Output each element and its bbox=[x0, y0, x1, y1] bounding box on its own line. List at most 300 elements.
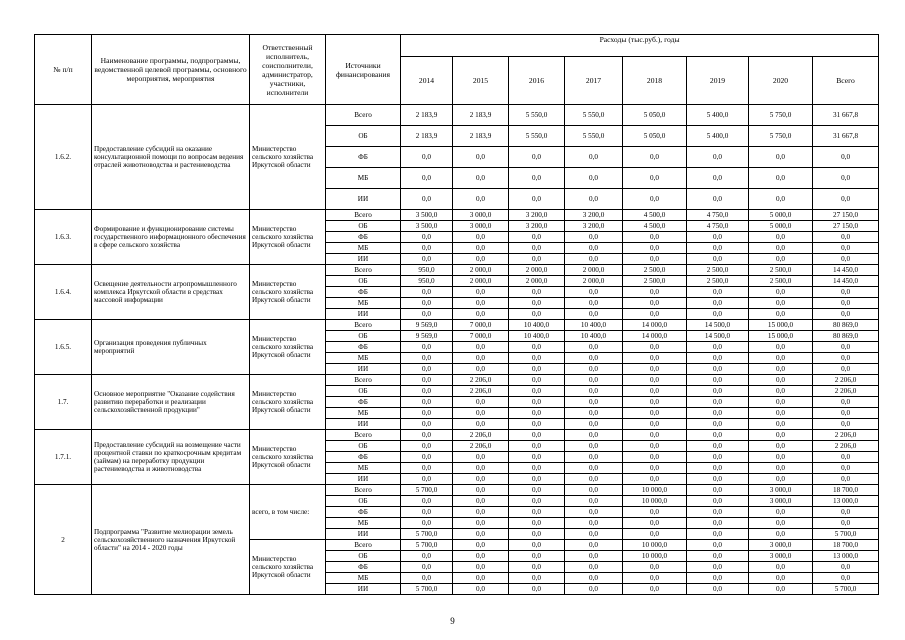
total-cell: 0,0 bbox=[813, 287, 879, 298]
value-cell: 2 500,0 bbox=[749, 265, 813, 276]
funding-source: ИИ bbox=[326, 254, 401, 265]
value-cell: 0,0 bbox=[401, 147, 453, 168]
header-name: Наименование программы, подпрограммы, ведомственной целевой программы, основного мероприятия, мероприятия bbox=[92, 35, 250, 105]
value-cell: 0,0 bbox=[687, 551, 749, 562]
item-name: Освещение деятельности агропромышленного комплекса Иркутской области в средствах массовой информации bbox=[92, 265, 250, 320]
total-cell: 18 700,0 bbox=[813, 540, 879, 551]
value-cell: 0,0 bbox=[749, 232, 813, 243]
value-cell: 0,0 bbox=[509, 147, 565, 168]
funding-source: ОБ bbox=[326, 496, 401, 507]
total-cell: 0,0 bbox=[813, 452, 879, 463]
total-cell: 5 700,0 bbox=[813, 529, 879, 540]
total-cell: 0,0 bbox=[813, 562, 879, 573]
total-cell: 0,0 bbox=[813, 147, 879, 168]
value-cell: 0,0 bbox=[687, 573, 749, 584]
value-cell: 0,0 bbox=[565, 232, 623, 243]
header-total: Всего bbox=[813, 57, 879, 105]
funding-source: Всего bbox=[326, 540, 401, 551]
value-cell: 0,0 bbox=[565, 573, 623, 584]
value-cell: 0,0 bbox=[453, 562, 509, 573]
value-cell: 2 500,0 bbox=[687, 265, 749, 276]
value-cell: 0,0 bbox=[687, 507, 749, 518]
value-cell: 0,0 bbox=[509, 551, 565, 562]
value-cell: 0,0 bbox=[401, 430, 453, 441]
table-row bbox=[35, 320, 879, 331]
value-cell: 4 750,0 bbox=[687, 210, 749, 221]
responsible-executor: Министерство сельского хозяйства Иркутской области bbox=[250, 105, 326, 210]
value-cell: 0,0 bbox=[453, 353, 509, 364]
item-number: 2 bbox=[35, 485, 92, 595]
value-cell: 0,0 bbox=[687, 441, 749, 452]
value-cell: 2 183,9 bbox=[401, 126, 453, 147]
value-cell: 0,0 bbox=[623, 573, 687, 584]
value-cell: 0,0 bbox=[509, 364, 565, 375]
value-cell: 7 000,0 bbox=[453, 331, 509, 342]
value-cell: 14 500,0 bbox=[687, 320, 749, 331]
value-cell: 0,0 bbox=[565, 342, 623, 353]
value-cell: 0,0 bbox=[687, 518, 749, 529]
value-cell: 0,0 bbox=[687, 485, 749, 496]
value-cell: 0,0 bbox=[453, 364, 509, 375]
value-cell: 0,0 bbox=[509, 529, 565, 540]
total-cell: 0,0 bbox=[813, 168, 879, 189]
value-cell: 0,0 bbox=[453, 463, 509, 474]
funding-source: МБ bbox=[326, 298, 401, 309]
value-cell: 0,0 bbox=[565, 540, 623, 551]
value-cell: 0,0 bbox=[749, 507, 813, 518]
value-cell: 0,0 bbox=[453, 397, 509, 408]
total-cell: 0,0 bbox=[813, 189, 879, 210]
value-cell: 0,0 bbox=[565, 496, 623, 507]
value-cell: 0,0 bbox=[687, 189, 749, 210]
value-cell: 0,0 bbox=[565, 386, 623, 397]
value-cell: 0,0 bbox=[453, 573, 509, 584]
funding-source: Всего bbox=[326, 375, 401, 386]
value-cell: 0,0 bbox=[749, 309, 813, 320]
value-cell: 2 000,0 bbox=[565, 265, 623, 276]
value-cell: 0,0 bbox=[687, 353, 749, 364]
total-cell: 5 700,0 bbox=[813, 584, 879, 595]
value-cell: 0,0 bbox=[623, 463, 687, 474]
item-name: Подпрограмма "Развитие мелиорации земель сельскохозяйственного назначения Иркутской области" на 2014 - 2020 годы bbox=[92, 485, 250, 595]
value-cell: 0,0 bbox=[687, 309, 749, 320]
value-cell: 0,0 bbox=[401, 232, 453, 243]
value-cell: 0,0 bbox=[565, 551, 623, 562]
value-cell: 0,0 bbox=[749, 452, 813, 463]
value-cell: 0,0 bbox=[401, 551, 453, 562]
value-cell: 0,0 bbox=[401, 287, 453, 298]
value-cell: 3 200,0 bbox=[565, 210, 623, 221]
value-cell: 0,0 bbox=[565, 452, 623, 463]
value-cell: 0,0 bbox=[509, 309, 565, 320]
funding-source: ИИ bbox=[326, 364, 401, 375]
funding-source: ОБ bbox=[326, 441, 401, 452]
value-cell: 0,0 bbox=[565, 397, 623, 408]
value-cell: 0,0 bbox=[509, 386, 565, 397]
header-year: 2017 bbox=[565, 57, 623, 105]
item-number: 1.7. bbox=[35, 375, 92, 430]
value-cell: 0,0 bbox=[623, 168, 687, 189]
value-cell: 0,0 bbox=[401, 353, 453, 364]
header-source: Источники финансирования bbox=[326, 35, 401, 105]
funding-source: ФБ bbox=[326, 287, 401, 298]
value-cell: 0,0 bbox=[401, 507, 453, 518]
value-cell: 0,0 bbox=[687, 147, 749, 168]
header-year: 2016 bbox=[509, 57, 565, 105]
value-cell: 0,0 bbox=[401, 386, 453, 397]
value-cell: 0,0 bbox=[623, 397, 687, 408]
value-cell: 5 050,0 bbox=[623, 126, 687, 147]
value-cell: 2 000,0 bbox=[453, 265, 509, 276]
funding-source: ФБ bbox=[326, 397, 401, 408]
value-cell: 0,0 bbox=[509, 298, 565, 309]
value-cell: 0,0 bbox=[623, 507, 687, 518]
item-number: 1.6.3. bbox=[35, 210, 92, 265]
value-cell: 0,0 bbox=[623, 474, 687, 485]
header-year: 2018 bbox=[623, 57, 687, 105]
value-cell: 0,0 bbox=[401, 364, 453, 375]
total-cell: 0,0 bbox=[813, 474, 879, 485]
funding-source: ОБ bbox=[326, 551, 401, 562]
value-cell: 0,0 bbox=[453, 408, 509, 419]
value-cell: 0,0 bbox=[565, 243, 623, 254]
value-cell: 0,0 bbox=[565, 562, 623, 573]
value-cell: 0,0 bbox=[687, 287, 749, 298]
value-cell: 0,0 bbox=[687, 474, 749, 485]
value-cell: 0,0 bbox=[509, 408, 565, 419]
value-cell: 950,0 bbox=[401, 276, 453, 287]
value-cell: 0,0 bbox=[623, 408, 687, 419]
value-cell: 0,0 bbox=[565, 518, 623, 529]
value-cell: 0,0 bbox=[509, 485, 565, 496]
value-cell: 0,0 bbox=[401, 375, 453, 386]
total-cell: 0,0 bbox=[813, 419, 879, 430]
value-cell: 0,0 bbox=[401, 342, 453, 353]
total-cell: 0,0 bbox=[813, 507, 879, 518]
total-cell: 0,0 bbox=[813, 518, 879, 529]
value-cell: 0,0 bbox=[401, 452, 453, 463]
value-cell: 0,0 bbox=[749, 441, 813, 452]
funding-source: Всего bbox=[326, 210, 401, 221]
value-cell: 0,0 bbox=[687, 375, 749, 386]
value-cell: 0,0 bbox=[509, 430, 565, 441]
value-cell: 0,0 bbox=[623, 309, 687, 320]
total-cell: 2 206,0 bbox=[813, 375, 879, 386]
funding-source: ОБ bbox=[326, 126, 401, 147]
total-cell: 0,0 bbox=[813, 243, 879, 254]
value-cell: 4 750,0 bbox=[687, 221, 749, 232]
funding-source: ИИ bbox=[326, 529, 401, 540]
funding-source: ОБ bbox=[326, 331, 401, 342]
value-cell: 0,0 bbox=[453, 474, 509, 485]
value-cell: 0,0 bbox=[509, 507, 565, 518]
value-cell: 0,0 bbox=[509, 232, 565, 243]
value-cell: 2 000,0 bbox=[565, 276, 623, 287]
total-cell: 18 700,0 bbox=[813, 485, 879, 496]
total-cell: 2 206,0 bbox=[813, 441, 879, 452]
value-cell: 0,0 bbox=[453, 189, 509, 210]
value-cell: 5 550,0 bbox=[565, 126, 623, 147]
total-cell: 0,0 bbox=[813, 309, 879, 320]
value-cell: 0,0 bbox=[565, 485, 623, 496]
value-cell: 0,0 bbox=[509, 441, 565, 452]
total-cell: 80 869,0 bbox=[813, 331, 879, 342]
total-cell: 0,0 bbox=[813, 342, 879, 353]
header-year: 2014 bbox=[401, 57, 453, 105]
value-cell: 2 206,0 bbox=[453, 430, 509, 441]
value-cell: 5 700,0 bbox=[401, 584, 453, 595]
value-cell: 0,0 bbox=[509, 419, 565, 430]
value-cell: 0,0 bbox=[509, 573, 565, 584]
header-year: 2015 bbox=[453, 57, 509, 105]
value-cell: 0,0 bbox=[687, 562, 749, 573]
value-cell: 0,0 bbox=[565, 584, 623, 595]
value-cell: 0,0 bbox=[509, 189, 565, 210]
value-cell: 0,0 bbox=[509, 496, 565, 507]
table-row bbox=[35, 485, 879, 496]
value-cell: 0,0 bbox=[401, 309, 453, 320]
value-cell: 0,0 bbox=[749, 147, 813, 168]
value-cell: 0,0 bbox=[401, 441, 453, 452]
responsible-executor: Министерство сельского хозяйства Иркутской области bbox=[250, 375, 326, 430]
value-cell: 5 400,0 bbox=[687, 126, 749, 147]
total-cell: 2 206,0 bbox=[813, 430, 879, 441]
value-cell: 0,0 bbox=[401, 298, 453, 309]
value-cell: 5 700,0 bbox=[401, 485, 453, 496]
value-cell: 0,0 bbox=[453, 452, 509, 463]
value-cell: 0,0 bbox=[623, 584, 687, 595]
value-cell: 0,0 bbox=[749, 408, 813, 419]
value-cell: 0,0 bbox=[401, 518, 453, 529]
value-cell: 0,0 bbox=[749, 254, 813, 265]
value-cell: 0,0 bbox=[453, 485, 509, 496]
value-cell: 0,0 bbox=[623, 364, 687, 375]
value-cell: 0,0 bbox=[453, 298, 509, 309]
value-cell: 0,0 bbox=[401, 408, 453, 419]
total-cell: 13 000,0 bbox=[813, 496, 879, 507]
value-cell: 0,0 bbox=[623, 287, 687, 298]
value-cell: 2 000,0 bbox=[509, 276, 565, 287]
value-cell: 2 500,0 bbox=[749, 276, 813, 287]
value-cell: 4 500,0 bbox=[623, 221, 687, 232]
value-cell: 0,0 bbox=[749, 189, 813, 210]
value-cell: 5 050,0 bbox=[623, 105, 687, 126]
item-name: Основное мероприятие "Оказание содействия развитию переработки и реализации сельскохозяйственной продукции" bbox=[92, 375, 250, 430]
value-cell: 0,0 bbox=[509, 474, 565, 485]
value-cell: 0,0 bbox=[623, 243, 687, 254]
total-cell: 31 667,8 bbox=[813, 126, 879, 147]
value-cell: 0,0 bbox=[453, 507, 509, 518]
value-cell: 10 000,0 bbox=[623, 485, 687, 496]
value-cell: 3 000,0 bbox=[453, 210, 509, 221]
value-cell: 0,0 bbox=[509, 287, 565, 298]
value-cell: 0,0 bbox=[749, 419, 813, 430]
value-cell: 0,0 bbox=[623, 189, 687, 210]
value-cell: 0,0 bbox=[687, 529, 749, 540]
value-cell: 0,0 bbox=[453, 342, 509, 353]
item-number: 1.6.5. bbox=[35, 320, 92, 375]
funding-source: ИИ bbox=[326, 584, 401, 595]
total-cell: 0,0 bbox=[813, 408, 879, 419]
value-cell: 0,0 bbox=[401, 243, 453, 254]
value-cell: 0,0 bbox=[509, 353, 565, 364]
value-cell: 0,0 bbox=[509, 397, 565, 408]
value-cell: 0,0 bbox=[453, 168, 509, 189]
value-cell: 0,0 bbox=[749, 474, 813, 485]
value-cell: 0,0 bbox=[565, 254, 623, 265]
funding-source: МБ bbox=[326, 518, 401, 529]
table-row bbox=[35, 210, 879, 221]
value-cell: 0,0 bbox=[749, 562, 813, 573]
total-cell: 0,0 bbox=[813, 397, 879, 408]
value-cell: 950,0 bbox=[401, 265, 453, 276]
value-cell: 10 400,0 bbox=[565, 320, 623, 331]
value-cell: 3 000,0 bbox=[749, 496, 813, 507]
value-cell: 2 206,0 bbox=[453, 441, 509, 452]
value-cell: 0,0 bbox=[565, 353, 623, 364]
value-cell: 0,0 bbox=[687, 254, 749, 265]
value-cell: 0,0 bbox=[565, 364, 623, 375]
value-cell: 0,0 bbox=[687, 232, 749, 243]
value-cell: 0,0 bbox=[401, 573, 453, 584]
value-cell: 0,0 bbox=[509, 375, 565, 386]
value-cell: 0,0 bbox=[749, 397, 813, 408]
value-cell: 3 500,0 bbox=[401, 221, 453, 232]
funding-source: ОБ bbox=[326, 221, 401, 232]
value-cell: 9 569,0 bbox=[401, 331, 453, 342]
value-cell: 2 500,0 bbox=[623, 276, 687, 287]
value-cell: 3 200,0 bbox=[509, 210, 565, 221]
total-cell: 0,0 bbox=[813, 353, 879, 364]
total-cell: 31 667,8 bbox=[813, 105, 879, 126]
value-cell: 0,0 bbox=[565, 474, 623, 485]
value-cell: 0,0 bbox=[565, 147, 623, 168]
value-cell: 0,0 bbox=[401, 189, 453, 210]
value-cell: 14 000,0 bbox=[623, 331, 687, 342]
funding-source: ФБ bbox=[326, 232, 401, 243]
value-cell: 0,0 bbox=[623, 419, 687, 430]
total-cell: 13 000,0 bbox=[813, 551, 879, 562]
total-cell: 0,0 bbox=[813, 364, 879, 375]
total-cell: 0,0 bbox=[813, 573, 879, 584]
funding-source: ОБ bbox=[326, 276, 401, 287]
value-cell: 0,0 bbox=[623, 254, 687, 265]
value-cell: 2 500,0 bbox=[687, 276, 749, 287]
value-cell: 2 183,9 bbox=[453, 126, 509, 147]
value-cell: 0,0 bbox=[749, 342, 813, 353]
value-cell: 3 000,0 bbox=[749, 551, 813, 562]
responsible-executor: всего, в том числе: bbox=[250, 485, 326, 540]
header-year: 2019 bbox=[687, 57, 749, 105]
value-cell: 5 550,0 bbox=[509, 126, 565, 147]
value-cell: 0,0 bbox=[401, 562, 453, 573]
value-cell: 9 569,0 bbox=[401, 320, 453, 331]
value-cell: 0,0 bbox=[509, 562, 565, 573]
value-cell: 7 000,0 bbox=[453, 320, 509, 331]
value-cell: 5 000,0 bbox=[749, 221, 813, 232]
total-cell: 2 206,0 bbox=[813, 386, 879, 397]
table-row bbox=[35, 375, 879, 386]
value-cell: 2 000,0 bbox=[509, 265, 565, 276]
value-cell: 0,0 bbox=[401, 419, 453, 430]
value-cell: 10 400,0 bbox=[509, 331, 565, 342]
funding-source: ФБ bbox=[326, 452, 401, 463]
value-cell: 0,0 bbox=[749, 243, 813, 254]
total-cell: 0,0 bbox=[813, 298, 879, 309]
value-cell: 0,0 bbox=[623, 232, 687, 243]
item-number: 1.7.1. bbox=[35, 430, 92, 485]
value-cell: 3 000,0 bbox=[749, 485, 813, 496]
value-cell: 0,0 bbox=[687, 342, 749, 353]
header-expenses: Расходы (тыс.руб.), годы bbox=[401, 35, 879, 57]
value-cell: 0,0 bbox=[749, 518, 813, 529]
value-cell: 0,0 bbox=[623, 298, 687, 309]
value-cell: 0,0 bbox=[565, 189, 623, 210]
value-cell: 0,0 bbox=[509, 518, 565, 529]
value-cell: 0,0 bbox=[749, 529, 813, 540]
value-cell: 0,0 bbox=[453, 419, 509, 430]
value-cell: 5 550,0 bbox=[509, 105, 565, 126]
funding-source: Всего bbox=[326, 265, 401, 276]
value-cell: 3 200,0 bbox=[509, 221, 565, 232]
value-cell: 5 700,0 bbox=[401, 529, 453, 540]
funding-source: Всего bbox=[326, 105, 401, 126]
value-cell: 0,0 bbox=[623, 430, 687, 441]
item-name: Предоставление субсидий на возмещение части процентной ставки по краткосрочным кредитам (займам) на переработку продукции растениеводства и животноводства bbox=[92, 430, 250, 485]
value-cell: 0,0 bbox=[565, 298, 623, 309]
total-cell: 27 150,0 bbox=[813, 221, 879, 232]
value-cell: 0,0 bbox=[453, 496, 509, 507]
total-cell: 80 869,0 bbox=[813, 320, 879, 331]
value-cell: 0,0 bbox=[565, 441, 623, 452]
funding-source: ИИ bbox=[326, 419, 401, 430]
value-cell: 0,0 bbox=[623, 452, 687, 463]
responsible-executor: Министерство сельского хозяйства Иркутской области bbox=[250, 320, 326, 375]
value-cell: 0,0 bbox=[453, 309, 509, 320]
responsible-executor: Министерство сельского хозяйства Иркутской области bbox=[250, 540, 326, 595]
value-cell: 15 000,0 bbox=[749, 331, 813, 342]
value-cell: 2 206,0 bbox=[453, 375, 509, 386]
value-cell: 0,0 bbox=[401, 254, 453, 265]
table-body bbox=[35, 105, 879, 595]
value-cell: 0,0 bbox=[749, 386, 813, 397]
funding-source: ФБ bbox=[326, 342, 401, 353]
value-cell: 10 400,0 bbox=[509, 320, 565, 331]
value-cell: 4 500,0 bbox=[623, 210, 687, 221]
value-cell: 0,0 bbox=[687, 243, 749, 254]
value-cell: 0,0 bbox=[565, 430, 623, 441]
value-cell: 0,0 bbox=[749, 364, 813, 375]
value-cell: 0,0 bbox=[687, 168, 749, 189]
value-cell: 0,0 bbox=[749, 287, 813, 298]
value-cell: 0,0 bbox=[565, 507, 623, 518]
value-cell: 0,0 bbox=[749, 430, 813, 441]
value-cell: 0,0 bbox=[509, 254, 565, 265]
item-name: Организация проведения публичных мероприятий bbox=[92, 320, 250, 375]
total-cell: 0,0 bbox=[813, 232, 879, 243]
value-cell: 0,0 bbox=[453, 147, 509, 168]
value-cell: 0,0 bbox=[623, 147, 687, 168]
item-name: Формирование и функционирование системы государственного информационного обеспечения в сфере сельского хозяйства bbox=[92, 210, 250, 265]
table-row bbox=[35, 430, 879, 441]
value-cell: 0,0 bbox=[453, 232, 509, 243]
item-name: Предоставление субсидий на оказание консультационной помощи по вопросам ведения отраслей животноводства и растениеводства bbox=[92, 105, 250, 210]
funding-source: Всего bbox=[326, 430, 401, 441]
value-cell: 0,0 bbox=[687, 408, 749, 419]
funding-source: ОБ bbox=[326, 386, 401, 397]
responsible-executor: Министерство сельского хозяйства Иркутской области bbox=[250, 265, 326, 320]
value-cell: 0,0 bbox=[565, 309, 623, 320]
